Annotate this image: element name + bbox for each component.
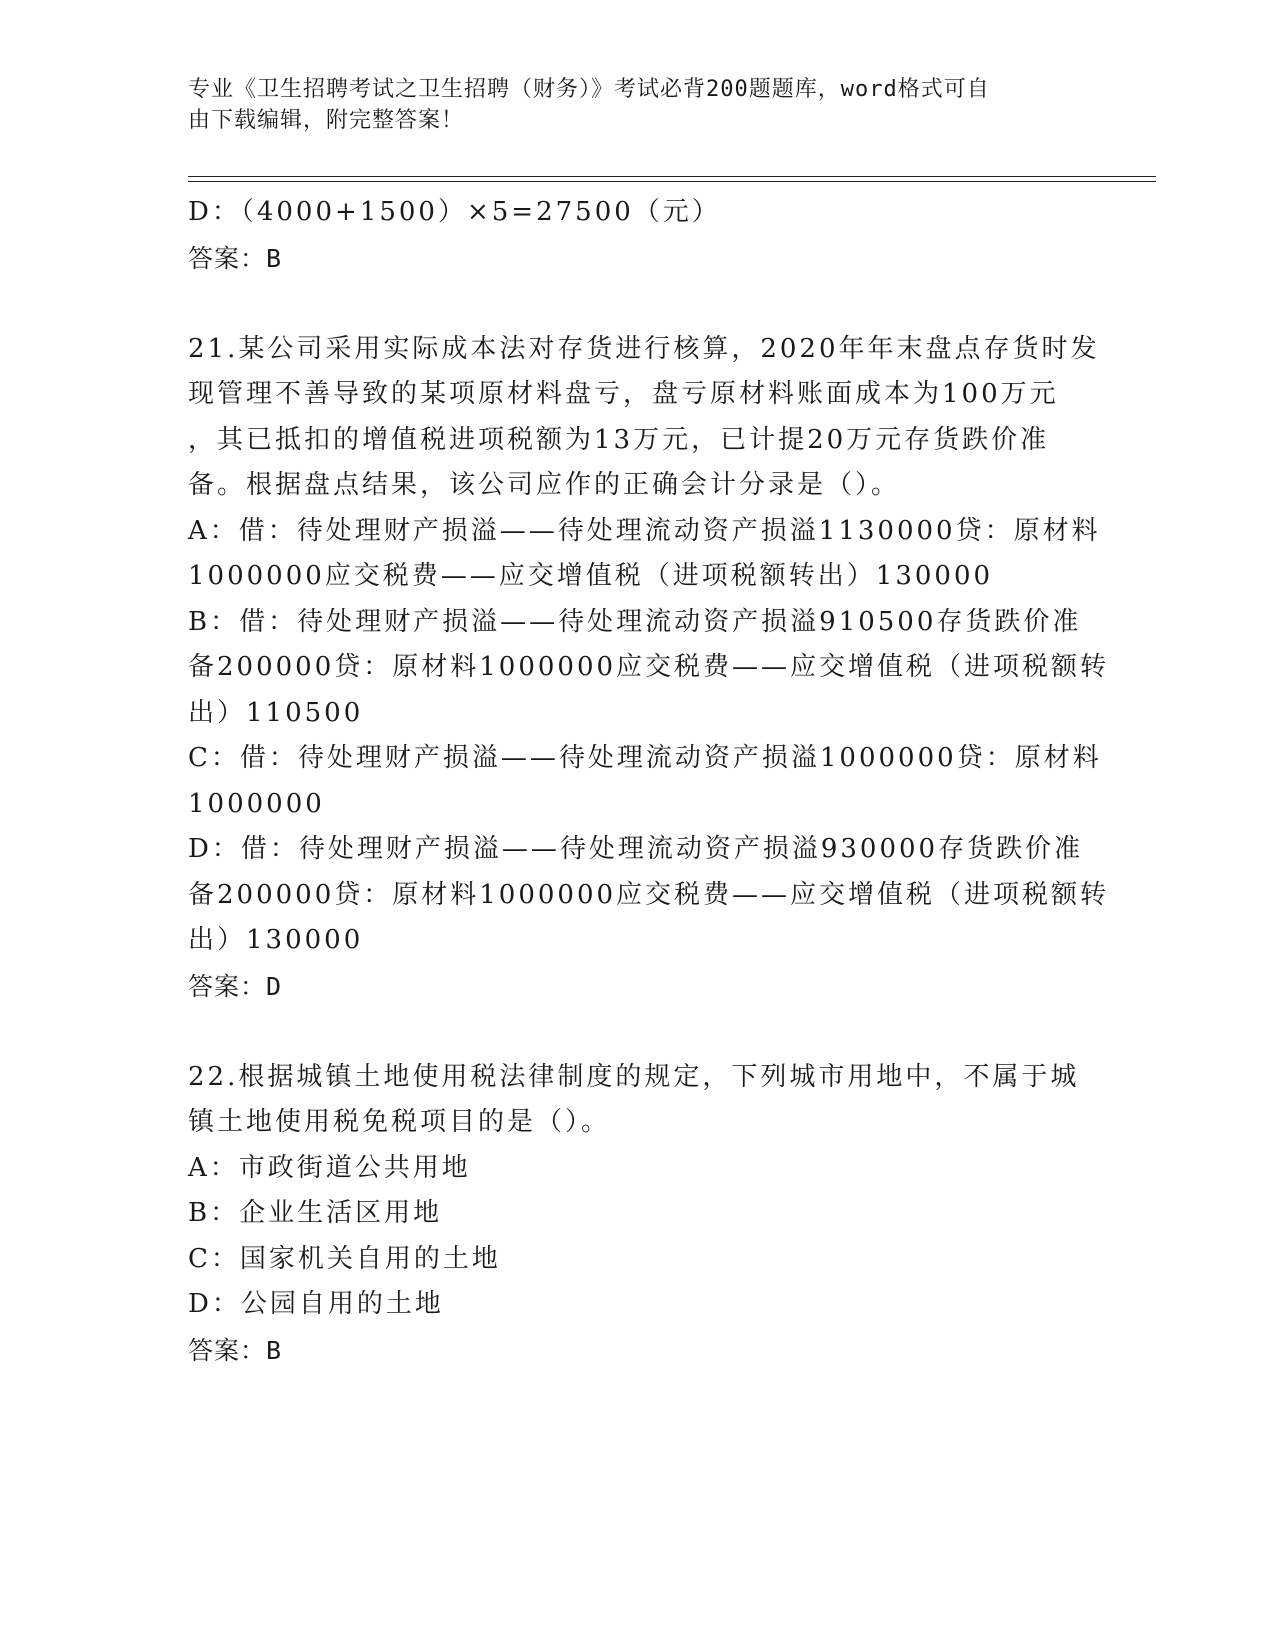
q21-option-c-cont: 1000000: [188, 788, 325, 819]
q21-option-d-cont: 备200000贷：原材料1000000应交税费——应交增值税（进项税额转: [188, 879, 1110, 910]
q21-option-b-cont: 备200000贷：原材料1000000应交税费——应交增值税（进项税额转: [188, 652, 1110, 682]
question-22: [188, 1055, 1088, 1374]
q21-option-d: D：借：待处理财产损溢——待处理流动资产损溢930000存货跌价准: [188, 834, 1084, 864]
q21-option-a-cont: 1000000应交税费——应交增值税（进项税额转出）130000: [188, 561, 994, 591]
q21-option-a: A：借：待处理财产损溢——待处理流动资产损溢1130000贷：原材料: [188, 515, 1101, 546]
spacer: [188, 1009, 1088, 1055]
q22-answer: 答案：B: [188, 1335, 283, 1365]
question-20-tail: [188, 190, 1088, 281]
q22-option-a: A：市政街道公共用地: [188, 1152, 471, 1183]
q21-answer: 答案：D: [188, 971, 283, 1001]
q22-stem-line: 镇土地使用税免税项目的是（）。: [188, 1107, 611, 1137]
q21-stem-line: ，其已抵扣的增值税进项税额为13万元，已计提20万元存货跌价准: [188, 424, 1050, 455]
page-header: [188, 74, 1068, 136]
question-content: [188, 190, 1110, 1373]
q21-stem-line: 备。根据盘点结果，该公司应作的正确会计分录是（）。: [188, 470, 901, 500]
q21-stem-line: 21.某公司采用实际成本法对存货进行核算，2020年年末盘点存货时发: [188, 333, 1100, 364]
q22-option-d: D：公园自用的土地: [188, 1289, 444, 1319]
q20-answer: 答案：B: [188, 243, 283, 273]
spacer: [188, 281, 1088, 327]
header-divider: [188, 176, 1156, 182]
q22-option-c: C：国家机关自用的土地: [188, 1243, 501, 1274]
question-21: [188, 327, 1110, 1010]
header-title-line-1: 专业《卫生招聘考试之卫生招聘（财务）》考试必背200题题库，word格式可自: [188, 77, 990, 102]
q21-option-b: B：借：待处理财产损溢——待处理流动资产损溢910500存货跌价准: [188, 606, 1082, 637]
q22-stem-line: 22.根据城镇土地使用税法律制度的规定，下列城市用地中，不属于城: [188, 1061, 1080, 1092]
q21-option-d-cont: 出）130000: [188, 925, 364, 955]
q21-option-c: C：借：待处理财产损溢——待处理流动资产损溢1000000贷：原材料: [188, 743, 1102, 773]
header-title-line-2: 由下载编辑，附完整答案！: [188, 108, 465, 133]
q22-option-b: B：企业生活区用地: [188, 1198, 443, 1228]
q21-option-b-cont: 出）110500: [188, 697, 364, 728]
q21-stem-line: 现管理不善导致的某项原材料盘亏，盘亏原材料账面成本为100万元: [188, 379, 1059, 409]
q20-option-d: D：（4000+1500）×5=27500（元）: [188, 197, 721, 227]
